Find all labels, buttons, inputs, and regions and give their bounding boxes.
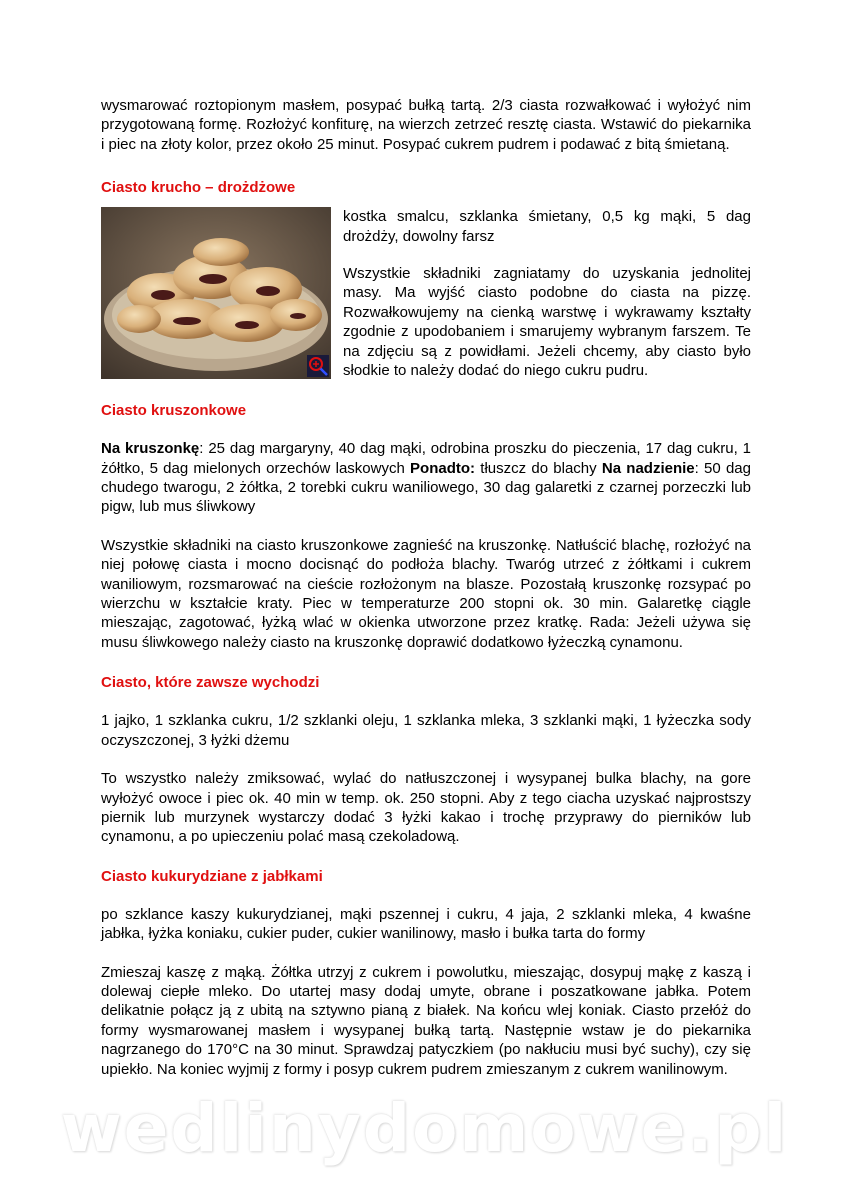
section-title-kukurydziane: Ciasto kukurydziane z jabłkami (101, 867, 323, 885)
ingredients-krucho: kostka smalcu, szklanka śmietany, 0,5 kg mąki, 5 dag drożdży, dowolny farsz (343, 208, 751, 245)
document-page (101, 96, 751, 1079)
method-krucho: Wszystkie składniki zagniatamy do uzyskania jednolitej masy. Ma wyjść ciasto podobne do ciasta na pizzę. Rozwałkowujemy na cienką warstwę i wykrawamy kształty zgodnie z upodobaniem i smarujemy wybranym farszem. Te na zdjęciu są z powidłami. Jeżeli chcemy, aby ciasto było słodkie to należy dodać do niego cukru pudru. (343, 265, 751, 380)
section-title-zawsze-wychodzi: Ciasto, które zawsze wychodzi (101, 674, 320, 692)
ponadto-text: tłuszcz do blachy (475, 459, 602, 477)
method-kukurydziane: Zmieszaj kaszę z mąką. Żółtka utrzyj z cukrem i powolutku, mieszając, dosypuj mąkę z kaszą i dolewaj ciepłe mleko. Do utartej masy dodaj umyte, obrane i poszatkowane jabłka. Potem delikatnie połącz ją z ubitą na sztywno pianą z białek. Na końcu wlej koniak. Ciasto przełóż do formy wysmarowanej masłem i wysypanej bułką tartą. Następnie wstaw je do piekarnika nagrzanego do 170°C na 30 minut. Sprawdzaj patyczkiem (po nakłuciu musi być suchy), czy się upiekło. Na koniec wyjmij z formy i posyp cukrem pudrem zmieszanym z cukrem wanilinowym. (101, 963, 751, 1078)
pastry-photo-image (101, 207, 331, 379)
ingredients-kukurydziane: po szklance kaszy kukurydzianej, mąki pszennej i cukru, 4 jaja, 2 szklanki mleka, 4 kwaśne jabłka, łyżka koniaku, cukier puder, cukier wanilinowy, masło i bułka tarta do formy (101, 905, 751, 943)
pastry-photo (101, 207, 331, 379)
watermark: wedlinydomowe.pl (60, 1090, 789, 1167)
method-zawsze-wychodzi: To wszystko należy zmiksować, wylać do natłuszczonej i wysypanej bulka blachy, na gore wyłożyć owoce i piec ok. 40 min w temp. ok. 250 stopni. Aby z tego ciacha uzyskać najprostszy piernik lub murzynek wystarczy dodać 3 łyżki kakao i trochę przyprawy do pierników lub cynamonu, a po upieczeniu polać masą czekoladową. (101, 770, 751, 846)
intro-paragraph: wysmarować roztopionym masłem, posypać bułką tartą. 2/3 ciasta rozwałkować i wyłożyć nim przygotowaną formę. Rozłożyć konfiturę, na wierzch zetrzeć resztę ciasta. Wstawić do piekarnika i piec na złoty kolor, przez około 25 minut. Posypać cukrem pudrem i podawać z bitą śmietaną. (101, 97, 751, 153)
label-ponadto: Ponadto: (410, 459, 476, 477)
nadzienie-text: : 50 dag chudego twarogu, 2 żółtka, 2 torebki cukru waniliowego, 30 dag galaretki z czarnej porzeczki lub pigw, lub mus śliwkowy (101, 459, 751, 516)
method-kruszonkowe: Wszystkie składniki na ciasto kruszonkowe zagnieść na kruszonkę. Natłuścić blachę, rozłożyć na niej połowę ciasta i mocno docisnąć do podłoża blachy. Twaróg utrzeć z żółtkami i cukrem waniliowym, rozsmarować na cieście rozłożonym na blasze. Pozostałą kruszonkę rozsypać po wierzchu w kształcie kraty. Piec w temperaturze 200 stopni ok. 30 min. Galaretkę ciągle mieszając, zagotować, łyżką wlać w okienka utworzone przez kratkę. Rada: Jeżeli używa się musu śliwkowego należy ciasto na kruszonkę doprawić dodatkowo łyżeczką cynamonu. (101, 536, 751, 651)
section-title-krucho-drozdzowe: Ciasto krucho – drożdżowe (101, 179, 296, 197)
section-krucho-drozdzowe (101, 207, 751, 381)
label-na-nadzienie: Na nadzienie (601, 459, 695, 477)
ingredients-zawsze-wychodzi: 1 jajko, 1 szklanka cukru, 1/2 szklanki oleju, 1 szklanka mleka, 3 szklanki mąki, 1 łyżeczka sody oczyszczonej, 3 łyżki dżemu (101, 712, 751, 749)
section-title-kruszonkowe: Ciasto kruszonkowe (101, 402, 247, 420)
kruszonka-text: : 25 dag margaryny, 40 dag mąki, odrobina proszku do pieczenia, 17 dag cukru, 1 żółtko, 5 dag mielonych orzechów laskowych (101, 440, 751, 477)
ingredients-kruszonkowe (101, 439, 751, 517)
label-na-kruszonke: Na kruszonkę (101, 440, 200, 458)
zoom-icon[interactable] (307, 355, 329, 377)
